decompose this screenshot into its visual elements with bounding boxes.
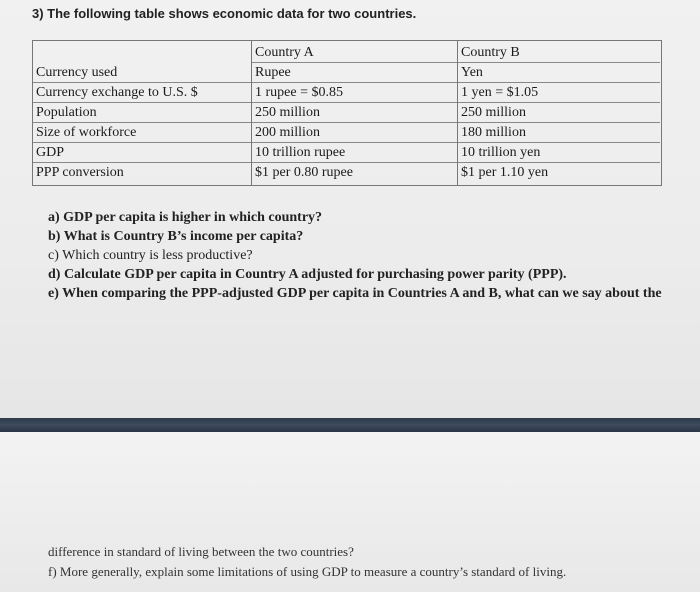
header-country-b: Country B: [458, 43, 660, 63]
country-a-workforce: 200 million: [252, 123, 457, 143]
subquestion-b: b) What is Country B’s income per capita?: [48, 229, 304, 244]
question-title: 3) The following table shows economic data for two countries.: [32, 6, 417, 21]
header-label-cell: [33, 43, 251, 63]
row-label-workforce: Size of workforce: [33, 123, 251, 143]
country-b-population: 250 million: [458, 103, 660, 123]
country-b-ppp: $1 per 1.10 yen: [461, 165, 549, 180]
label-column: [33, 41, 252, 185]
subquestion-list: [48, 208, 662, 303]
row-label-ppp: PPP conversion: [36, 165, 124, 180]
subquestion-d: d) Calculate GDP per capita in Country A adjusted for purchasing power parity (PPP).: [48, 267, 567, 282]
country-b-column: [458, 41, 660, 185]
subquestion-e-continued: difference in standard of living between the two countries?: [48, 544, 354, 559]
economic-data-table: [32, 40, 662, 186]
country-b-exchange: 1 yen = $1.05: [458, 83, 660, 103]
country-a-exchange: 1 rupee = $0.85: [252, 83, 457, 103]
row-label-population: Population: [33, 103, 251, 123]
subquestion-a: a) GDP per capita is higher in which country?: [48, 210, 323, 225]
country-a-currency: Rupee: [252, 63, 457, 83]
row-label-currency-used: Currency used: [33, 63, 251, 83]
row-label-exchange-rate: Currency exchange to U.S. $: [33, 83, 251, 103]
continuation-text: [48, 542, 566, 582]
country-a-column: [252, 41, 458, 185]
row-label-gdp: GDP: [33, 143, 251, 163]
lower-page: [0, 432, 700, 592]
country-a-population: 250 million: [252, 103, 457, 123]
page-divider-bar: [0, 418, 700, 432]
country-b-currency: Yen: [458, 63, 660, 83]
country-b-gdp: 10 trillion yen: [458, 143, 660, 163]
subquestion-f: f) More generally, explain some limitations of using GDP to measure a country’s standard of living.: [48, 564, 567, 579]
country-a-gdp: 10 trillion rupee: [252, 143, 457, 163]
header-country-a: Country A: [252, 43, 457, 63]
subquestion-e: e) When comparing the PPP-adjusted GDP per capita in Countries A and B, what can we say about the: [48, 286, 662, 301]
subquestion-c: c) Which country is less productive?: [48, 248, 253, 263]
country-a-ppp: $1 per 0.80 rupee: [255, 165, 353, 180]
country-b-workforce: 180 million: [458, 123, 660, 143]
